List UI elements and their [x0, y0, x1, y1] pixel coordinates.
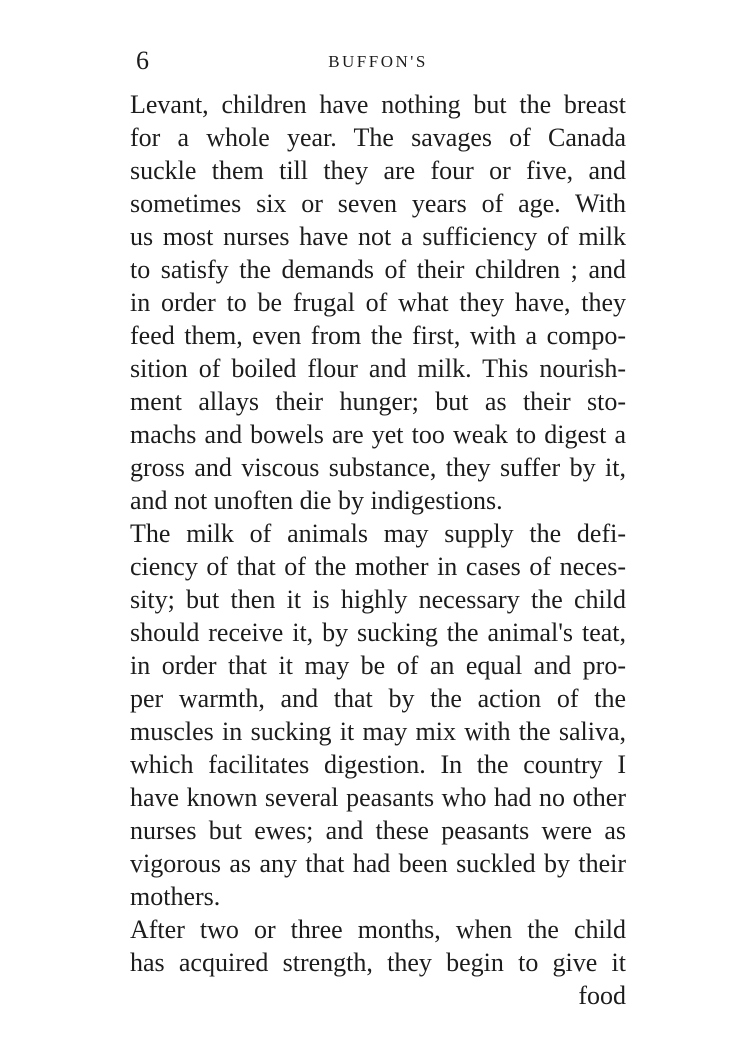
text-line: nurses but ewes; and these peasants were as	[130, 816, 626, 845]
text-line: for a whole year. The savages of Canada	[130, 123, 626, 152]
text-line: should receive it, by sucking the animal's teat,	[130, 618, 626, 647]
running-head	[130, 46, 626, 76]
body-text	[130, 88, 626, 1012]
text-line: which facilitates digestion. In the country I	[130, 750, 626, 779]
text-line: in order that it may be of an equal and pro-	[130, 651, 626, 680]
catchword: food	[578, 981, 626, 1010]
text-line: vigorous as any that had been suckled by their	[130, 849, 626, 878]
text-line: ciency of that of the mother in cases of neces-	[130, 552, 626, 581]
page-number: 6	[136, 46, 149, 75]
text-line: gross and viscous substance, they suffer by it,	[130, 453, 626, 482]
text-line: sition of boiled flour and milk. This nourish-	[130, 354, 626, 383]
text-line: After two or three months, when the child	[130, 915, 626, 944]
text-line: in order to be frugal of what they have, they	[130, 288, 626, 317]
text-line: has acquired strength, they begin to give it	[130, 948, 626, 977]
text-line: feed them, even from the first, with a compo-	[130, 321, 626, 350]
text-line: sometimes six or seven years of age. With	[130, 189, 626, 218]
text-line: suckle them till they are four or five, and	[130, 156, 626, 185]
text-line: ment allays their hunger; but as their sto-	[130, 387, 626, 416]
text-line: sity; but then it is highly necessary the child	[130, 585, 626, 614]
text-line: Levant, children have nothing but the breast	[130, 90, 626, 119]
text-line: and not unoften die by indigestions.	[130, 486, 503, 515]
text-line: mothers.	[130, 882, 221, 911]
text-line: per warmth, and that by the action of the	[130, 684, 626, 713]
text-line: machs and bowels are yet too weak to digest a	[130, 420, 626, 449]
text-line: to satisfy the demands of their children ; and	[130, 255, 626, 284]
running-title: BUFFON'S	[328, 52, 428, 71]
text-line: muscles in sucking it may mix with the saliva,	[130, 717, 626, 746]
text-line: have known several peasants who had no other	[130, 783, 626, 812]
text-line: us most nurses have not a sufficiency of milk	[130, 222, 626, 251]
text-line: The milk of animals may supply the defi-	[130, 519, 626, 548]
